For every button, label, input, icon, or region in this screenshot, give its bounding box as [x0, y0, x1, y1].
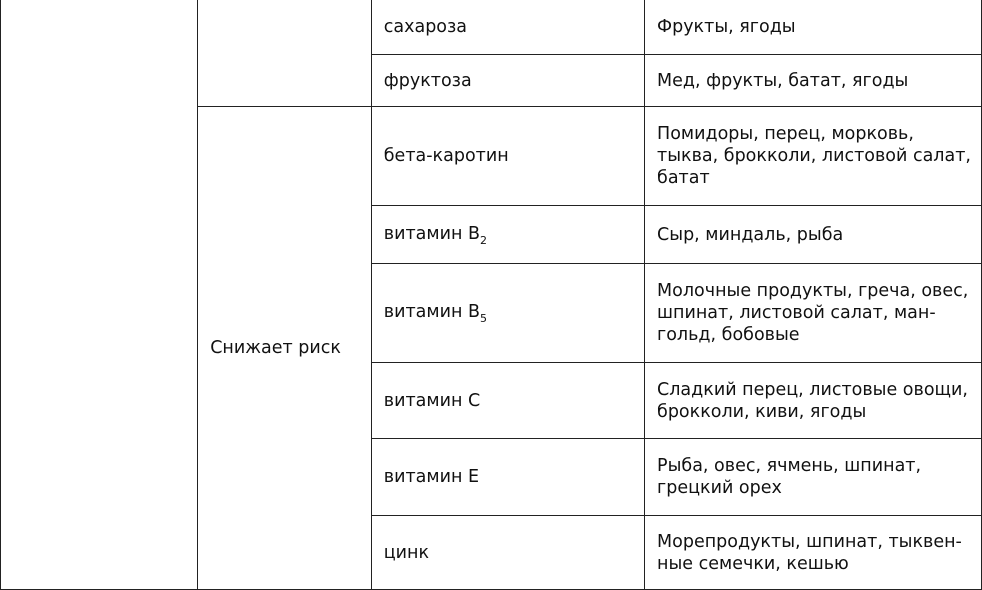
- component-cell: сахароза: [371, 0, 644, 55]
- sources-line: шпинат, листовой салат, ман-: [657, 303, 936, 323]
- sources-line: гольд, бобовые: [657, 325, 800, 345]
- sources-line: Рыба, овес, ячмень, шпинат,: [657, 456, 922, 476]
- sources-cell: [645, 264, 982, 363]
- component-cell: [371, 264, 644, 363]
- component-name: витамин B: [383, 223, 480, 244]
- sources-line: ные семечки, кешью: [657, 553, 849, 574]
- sources-cell: [645, 0, 982, 55]
- component-cell: цинк: [371, 516, 644, 590]
- sources-line: брокколи, киви, ягоды: [657, 401, 867, 422]
- sources-line: Помидоры, перец, морковь,: [657, 124, 914, 144]
- sources-line: батат: [657, 168, 710, 188]
- blank-column-cell: [1, 0, 198, 590]
- component-cell: витамин E: [371, 439, 644, 516]
- sources-line: тыква, брокколи, листовой салат,: [657, 146, 971, 166]
- sources-line: Молочные продукты, греча, овес,: [657, 281, 969, 301]
- component-cell: фруктоза: [371, 55, 644, 107]
- component-cell: витамин C: [371, 363, 644, 439]
- sources-line: Фрукты, ягоды: [657, 17, 796, 37]
- sources-cell: [645, 206, 982, 264]
- effect-cell: Снижает риск: [198, 107, 372, 590]
- component-cell: [371, 206, 644, 264]
- sources-line: Сладкий перец, листовые овощи,: [657, 379, 968, 400]
- sources-cell: [645, 439, 982, 516]
- sources-line: Морепродукты, шпинат, тыквен-: [657, 531, 962, 552]
- table-row: [1, 0, 982, 55]
- subscript: 2: [479, 233, 487, 247]
- effect-cell-empty: [198, 0, 372, 107]
- component-cell: бета-каротин: [371, 107, 644, 206]
- sources-line: Мед, фрукты, батат, ягоды: [657, 70, 909, 91]
- sources-cell: [645, 363, 982, 439]
- subscript: 5: [479, 312, 487, 325]
- sources-cell: [645, 516, 982, 590]
- component-name: витамин B: [383, 302, 480, 322]
- sources-line: грецкий орех: [657, 478, 782, 498]
- sources-cell: [645, 55, 982, 107]
- sources-cell: [645, 107, 982, 206]
- sources-line: Сыр, миндаль, рыба: [657, 224, 844, 245]
